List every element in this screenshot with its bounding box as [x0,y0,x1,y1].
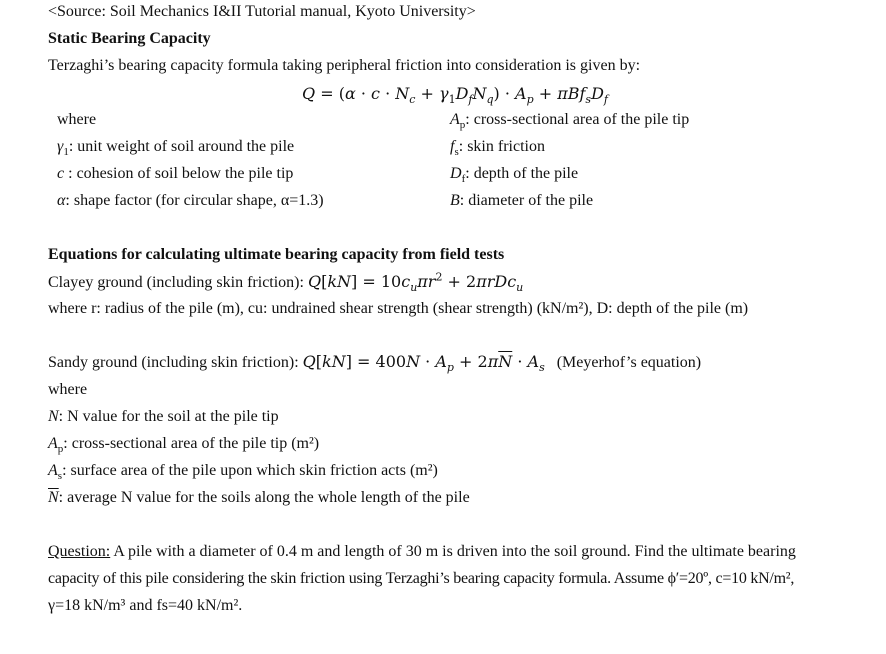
def-n-text: N value for the soil at the pile tip [67,408,279,425]
def-b-text: diameter of the pile [468,192,594,209]
def-alpha-text: shape factor (for circular shape, α=1.3) [73,192,324,209]
def-df-text: depth of the pile [473,165,579,182]
def-ap: $A_p$: cross-sectional area of the pile tip [450,111,690,132]
source-line: <Source: Soil Mechanics I&II Tutorial manual, Kyoto University> [48,3,476,20]
def-c: c : cohesion of soil below the pile tip [57,165,294,182]
question-label: Question: [48,543,111,560]
def-gamma1: $\gamma_1$: unit weight of soil around the pile [57,138,295,159]
question-text-1: A pile with a diameter of 0.4 m and length of 30 m is driven into the soil ground. Find the ultimate bearing [113,543,796,560]
meyerhof-note: (Meyerhof’s equation) [556,354,702,371]
heading-static-bearing: Static Bearing Capacity [48,30,211,47]
def-fs-text: skin friction [467,138,545,155]
sandy-equation: $Q[kN] = 400N \cdot A_p + 2\pi\overline{N} \cdot A_s$ [302,352,545,375]
def-n: N: N value for the soil at the pile tip [48,408,279,425]
clayey-line [48,272,523,293]
def-alpha: α: shape factor (for circular shape, α=1.3) [57,192,324,209]
where-label-2: where [48,381,88,398]
def-fs: $f_s$: skin friction [450,138,545,159]
def-c-text: cohesion of soil below the pile tip [76,165,294,182]
terzaghi-equation: $Q = (\alpha \cdot c \cdot N_c + \gamma_1D_fN_q) \cdot A_p + \pi Bf_sD_f$ [302,84,608,107]
def-df: $D_f$: depth of the pile [450,165,579,186]
sandy-line [48,352,701,373]
def-ap-text: cross-sectional area of the pile tip [473,111,690,128]
def-nbar-text: average N value for the soils along the whole length of the pile [67,489,470,506]
def-as: $A_s$: surface area of the pile upon which skin friction acts (m²) [48,462,438,483]
heading-field-tests: Equations for calculating ultimate bearing capacity from field tests [48,246,505,263]
def-ap-2: $A_p$: cross-sectional area of the pile tip (m²) [48,435,320,456]
intro-text: Terzaghi’s bearing capacity formula taking peripheral friction into consideration is given by: [48,57,641,74]
def-b: B: diameter of the pile [450,192,594,209]
def-ap-2-text: cross-sectional area of the pile tip (m²) [71,435,320,452]
def-as-text: surface area of the pile upon which skin friction acts (m²) [70,462,438,479]
question-line-3: γ=18 kN/m³ and fs=40 kN/m². [48,597,243,614]
clayey-equation: $Q[kN] = 10c_u\pi r^2 + 2\pi rDc_u$ [307,270,524,295]
clayey-where: where r: radius of the pile (m), cu: undrained shear strength (shear strength) (kN/m²), D: depth of the pile (m) [48,300,749,317]
question-line-2: capacity of this pile considering the skin friction using Terzaghi’s bearing capacity formula. Assume ϕ′=20º, c=10 kN/m², [48,570,795,587]
def-nbar: $\overline{N}$: average N value for the soils along the whole length of the pile [48,489,470,506]
clayey-label: Clayey ground (including skin friction): [48,274,304,291]
question-line-1 [48,542,796,562]
sandy-label: Sandy ground (including skin friction): [48,354,299,371]
where-label: where [57,111,97,128]
def-gamma1-text: unit weight of soil around the pile [77,138,295,155]
